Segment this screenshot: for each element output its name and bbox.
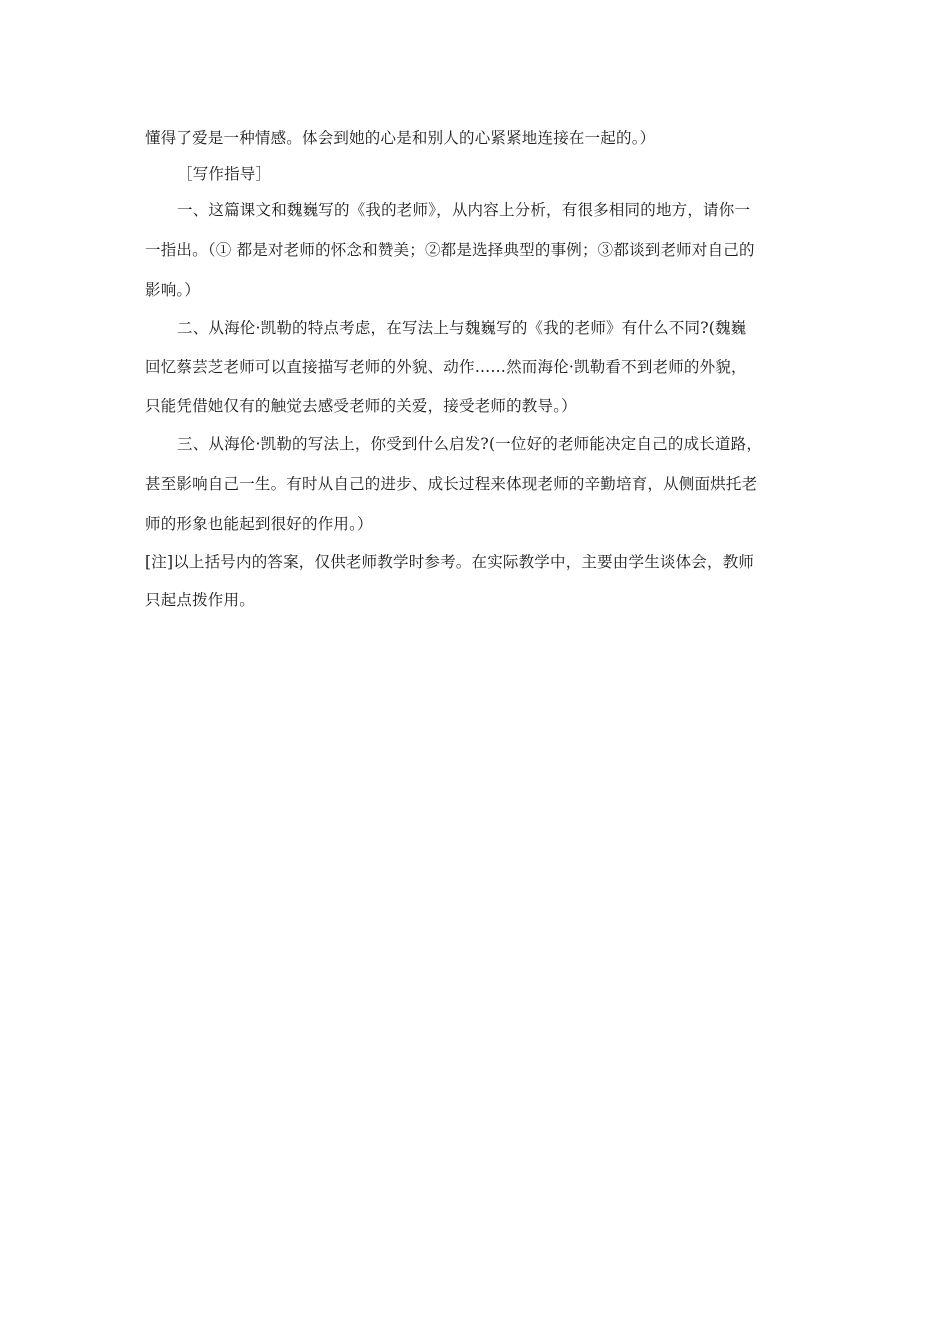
text-line: 一、这篇课文和魏巍写的《我的老师》，从内容上分析，有很多相同的地方，请你一 [177, 201, 751, 219]
text-line: 三、从海伦·凯勒的写法上，你受到什么启发?(一位好的老师能决定自己的成长道路， [177, 435, 763, 453]
note-line: [注]以上括号内的答案，仅供老师教学时参考。在实际教学中，主要由学生谈体会，教师 [145, 553, 755, 571]
text-line: 只能凭借她仅有的触觉去感受老师的关爱，接受老师的教导。） [145, 397, 577, 415]
text-line: 回忆蔡芸芝老师可以直接描写老师的外貌、动作……然而海伦·凯勒看不到老师的外貌， [145, 358, 747, 376]
note-line: 只起点拨作用。 [145, 591, 255, 609]
text-line: 一指出。（① 都是对老师的怀念和赞美；②都是选择典型的事例；③都谈到老师对自己的 [145, 241, 755, 259]
text-line: 师的形象也能起到很好的作用。） [145, 515, 373, 533]
text-line: 甚至影响自己一生。有时从自己的进步、成长过程来体现老师的辛勤培育，从侧面烘托老 [145, 475, 758, 493]
text-line: 懂得了爱是一种情感。体会到她的心是和别人的心紧紧地连接在一起的。） [145, 129, 656, 147]
text-line: 二、从海伦·凯勒的特点考虑，在写法上与魏巍写的《我的老师》有什么不同?(魏巍 [177, 319, 747, 337]
text-line: 影响。） [145, 281, 201, 299]
section-heading: ［写作指导］ [177, 165, 272, 183]
